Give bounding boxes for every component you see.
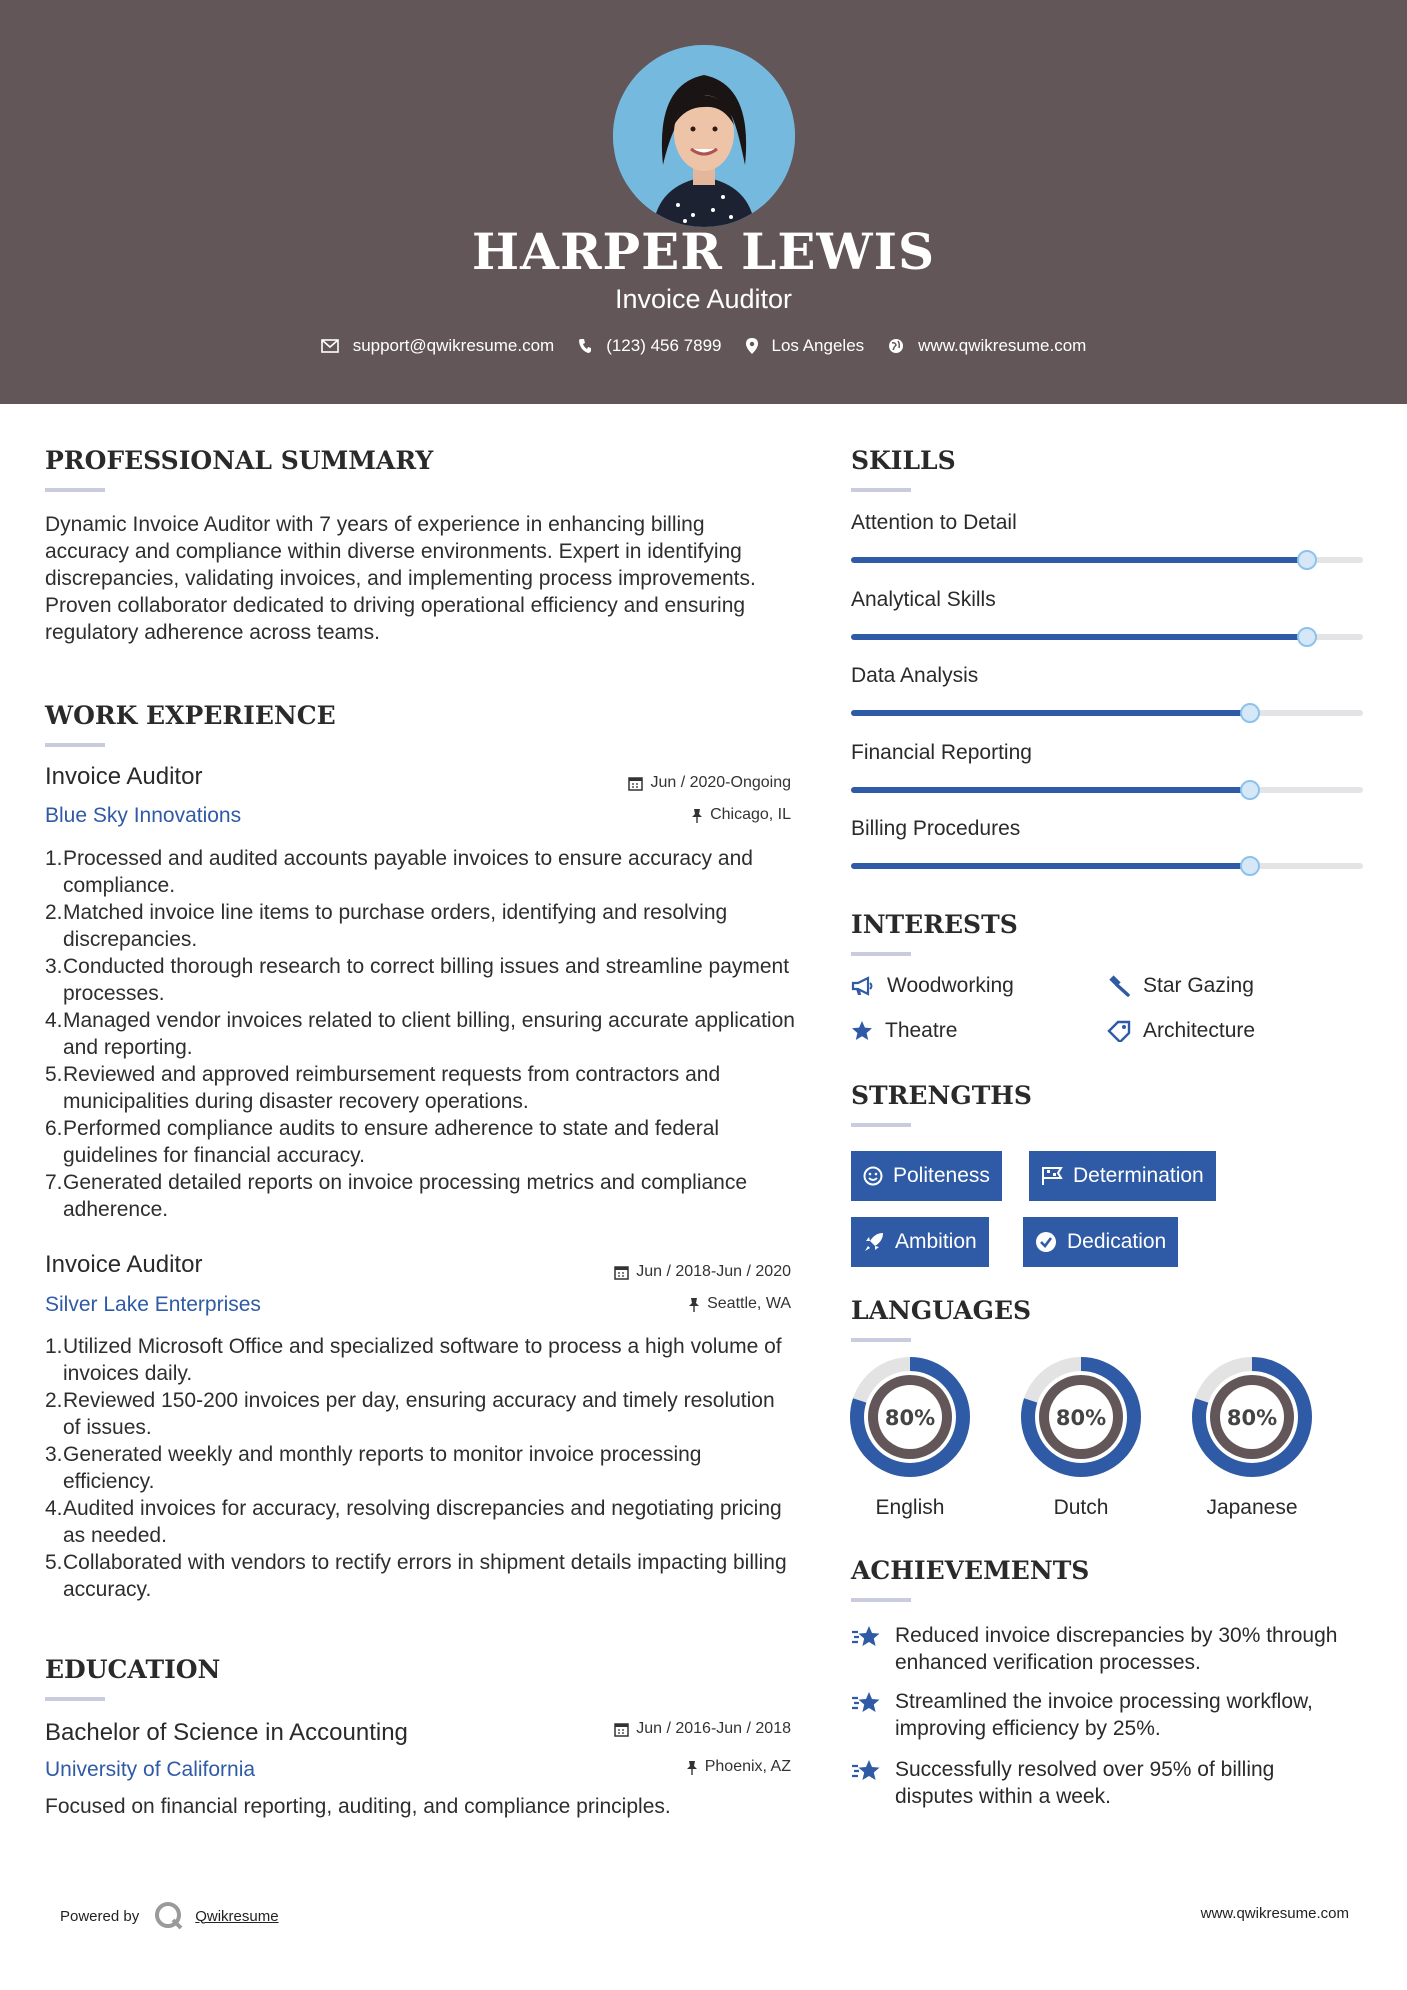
interest-item: Star Gazing xyxy=(1107,974,1254,998)
strength-badge: Politeness xyxy=(851,1151,1002,1201)
skill-name: Financial Reporting xyxy=(851,740,1032,764)
summary-text: Dynamic Invoice Auditor with 7 years of experience in enhancing billing accuracy and compliance within diverse environments. Expert in identifying discrepancies, validating invoices, and implementing process improvements. Proven collaborator dedicated to driving operational efficiency and ensuring regulatory adherence across teams. xyxy=(45,513,756,644)
profile-photo xyxy=(613,45,795,227)
achievement-text: Successfully resolved over 95% of billing disputes within a week. xyxy=(895,1758,1275,1808)
job-1-dates: Jun / 2020-Ongoing xyxy=(628,774,791,792)
job-2-location: Seattle, WA xyxy=(688,1295,791,1313)
language-ring xyxy=(849,1356,971,1478)
achievements-heading: ACHIEVEMENTS xyxy=(851,1556,1090,1585)
job-2-title: Invoice Auditor xyxy=(45,1251,203,1278)
strengths-rule xyxy=(851,1123,911,1127)
list-item: 1. Utilized Microsoft Office and specialized software to process a high volume of invoices daily. xyxy=(45,1335,782,1385)
globe-icon xyxy=(888,338,904,354)
skill-level-knob xyxy=(1297,627,1317,647)
location-text: Los Angeles xyxy=(771,336,865,355)
skill-name: Analytical Skills xyxy=(851,587,996,611)
skill-level-bar xyxy=(851,710,1363,716)
job-1-title: Invoice Auditor xyxy=(45,763,203,790)
skill-level-fill xyxy=(851,787,1250,793)
language-percent: 80% xyxy=(884,1406,936,1430)
interests-rule xyxy=(851,952,911,956)
list-item: 6. Performed compliance audits to ensure adherence to state and federal guidelines for financial accuracy. xyxy=(45,1117,720,1167)
skill-level-bar xyxy=(851,863,1363,869)
skill-name: Data Analysis xyxy=(851,664,979,687)
pushpin-icon xyxy=(686,1760,698,1775)
languages-rule xyxy=(851,1338,911,1342)
strength-badge: Determination xyxy=(1029,1151,1216,1201)
footer-url[interactable]: www.qwikresume.com xyxy=(1200,1905,1349,1922)
skill-level-fill xyxy=(851,710,1250,716)
phone-icon xyxy=(578,338,592,354)
language-name: Japanese xyxy=(1206,1496,1298,1519)
job-1-location: Chicago, IL xyxy=(691,806,791,824)
education-dates: Jun / 2016-Jun / 2018 xyxy=(614,1720,791,1738)
language-ring xyxy=(1191,1356,1313,1478)
website-text: www.qwikresume.com xyxy=(918,336,1087,355)
achievement-item xyxy=(851,1622,1351,1676)
skill-name: Attention to Detail xyxy=(851,511,1017,534)
qwikresume-link[interactable]: Qwikresume xyxy=(195,1907,279,1925)
strength-badge: Ambition xyxy=(851,1217,989,1267)
language-name: Dutch xyxy=(1053,1496,1109,1519)
achievement-item xyxy=(851,1756,1351,1810)
languages-heading: LANGUAGES xyxy=(851,1296,1032,1325)
list-item: 5. Collaborated with vendors to rectify errors in shipment details impacting billing accuracy. xyxy=(45,1551,787,1601)
achievement-item xyxy=(851,1688,1351,1742)
star-award-icon xyxy=(851,1624,883,1650)
calendar-icon xyxy=(614,1265,629,1280)
skills-rule xyxy=(851,488,911,492)
list-item: 2. Matched invoice line items to purchase orders, identifying and resolving discrepancies. xyxy=(45,901,728,951)
resume-header xyxy=(0,0,1407,404)
star-award-icon xyxy=(851,1690,883,1716)
summary-rule xyxy=(45,488,105,492)
job-2-bullets xyxy=(45,1333,795,1603)
education-rule xyxy=(45,1697,105,1701)
gavel-icon xyxy=(1107,975,1131,997)
skills-heading: SKILLS xyxy=(851,446,956,475)
list-item: 7. Generated detailed reports on invoice processing metrics and compliance adherence. xyxy=(45,1171,748,1221)
experience-rule xyxy=(45,743,105,747)
language-percent: 80% xyxy=(1055,1406,1107,1430)
interest-item: Theatre xyxy=(851,1019,957,1043)
map-pin-icon xyxy=(746,338,758,354)
skill-name: Billing Procedures xyxy=(851,817,1021,840)
skill-level-bar xyxy=(851,634,1363,640)
strengths-heading: STRENGTHS xyxy=(851,1081,1032,1110)
skill-level-bar xyxy=(851,557,1363,563)
skill-level-bar xyxy=(851,787,1363,793)
language-name: English xyxy=(875,1496,945,1519)
rocket-icon xyxy=(863,1231,885,1253)
achievement-text: Reduced invoice discrepancies by 30% through enhanced verification processes. xyxy=(895,1624,1338,1674)
skill-level-fill xyxy=(851,863,1250,869)
megaphone-icon xyxy=(851,976,875,996)
interest-item: Woodworking xyxy=(851,974,1014,998)
language-ring xyxy=(1020,1356,1142,1478)
interest-item: Architecture xyxy=(1107,1019,1255,1043)
job-2-dates: Jun / 2018-Jun / 2020 xyxy=(614,1263,791,1281)
calendar-icon xyxy=(628,776,643,791)
candidate-name: HARPER LEWIS xyxy=(471,222,936,281)
education-degree: Bachelor of Science in Accounting xyxy=(45,1719,408,1746)
skill-level-knob xyxy=(1240,703,1260,723)
list-item: 3. Conducted thorough research to correct billing issues and streamline payment processes. xyxy=(45,955,790,1005)
calendar-icon xyxy=(614,1722,629,1737)
education-heading: EDUCATION xyxy=(45,1655,221,1684)
list-item: 4. Audited invoices for accuracy, resolving discrepancies and negotiating pricing as needed. xyxy=(45,1497,782,1547)
check-circle-icon xyxy=(1035,1231,1057,1253)
achievement-text: Streamlined the invoice processing workflow, improving efficiency by 25%. xyxy=(895,1690,1313,1740)
strength-badge: Dedication xyxy=(1023,1217,1178,1267)
skill-level-fill xyxy=(851,557,1307,563)
candidate-role: Invoice Auditor xyxy=(614,284,793,314)
language-percent: 80% xyxy=(1226,1406,1278,1430)
contact-bar xyxy=(0,336,1407,356)
phone-text: (123) 456 7899 xyxy=(606,336,722,355)
summary-heading: PROFESSIONAL SUMMARY xyxy=(45,446,434,475)
job-1-company: Blue Sky Innovations xyxy=(45,804,242,827)
footer-powered-by: Powered by Qwikresume xyxy=(60,1900,279,1932)
pushpin-icon xyxy=(691,808,703,823)
experience-heading: WORK EXPERIENCE xyxy=(45,701,336,730)
qwikresume-logo-icon xyxy=(153,1900,185,1932)
skill-level-knob xyxy=(1240,856,1260,876)
list-item: 1. Processed and audited accounts payable invoices to ensure accuracy and compliance. xyxy=(45,847,753,897)
pushpin-icon xyxy=(688,1297,700,1312)
skill-level-knob xyxy=(1240,780,1260,800)
star-icon xyxy=(851,1020,873,1042)
job-2-company: Silver Lake Enterprises xyxy=(45,1293,261,1316)
contact-website[interactable] xyxy=(888,336,1086,356)
list-item: 4. Managed vendor invoices related to client billing, ensuring accurate application and reporting. xyxy=(45,1009,795,1059)
flag-icon xyxy=(1041,1166,1063,1186)
tag-icon xyxy=(1107,1020,1131,1042)
job-1-bullets xyxy=(45,845,795,1223)
list-item: 3. Generated weekly and monthly reports to monitor invoice processing efficiency. xyxy=(45,1443,702,1493)
contact-email[interactable] xyxy=(321,336,555,356)
achievements-rule xyxy=(851,1598,911,1602)
list-item: 2. Reviewed 150-200 invoices per day, ensuring accuracy and timely resolution of issues. xyxy=(45,1389,775,1439)
interests-heading: INTERESTS xyxy=(851,910,1018,939)
star-award-icon xyxy=(851,1758,883,1784)
email-text: support@qwikresume.com xyxy=(352,336,555,355)
envelope-icon xyxy=(321,339,339,353)
education-description: Focused on financial reporting, auditing, and compliance principles. xyxy=(45,1795,671,1818)
contact-location xyxy=(746,336,865,356)
skill-level-knob xyxy=(1297,550,1317,570)
education-location: Phoenix, AZ xyxy=(686,1758,791,1776)
smile-icon xyxy=(863,1166,883,1186)
contact-phone[interactable] xyxy=(578,336,721,356)
skill-level-fill xyxy=(851,634,1307,640)
education-school: University of California xyxy=(45,1758,256,1781)
list-item: 5. Reviewed and approved reimbursement requests from contractors and municipalities during disaster recovery operations. xyxy=(45,1063,721,1113)
